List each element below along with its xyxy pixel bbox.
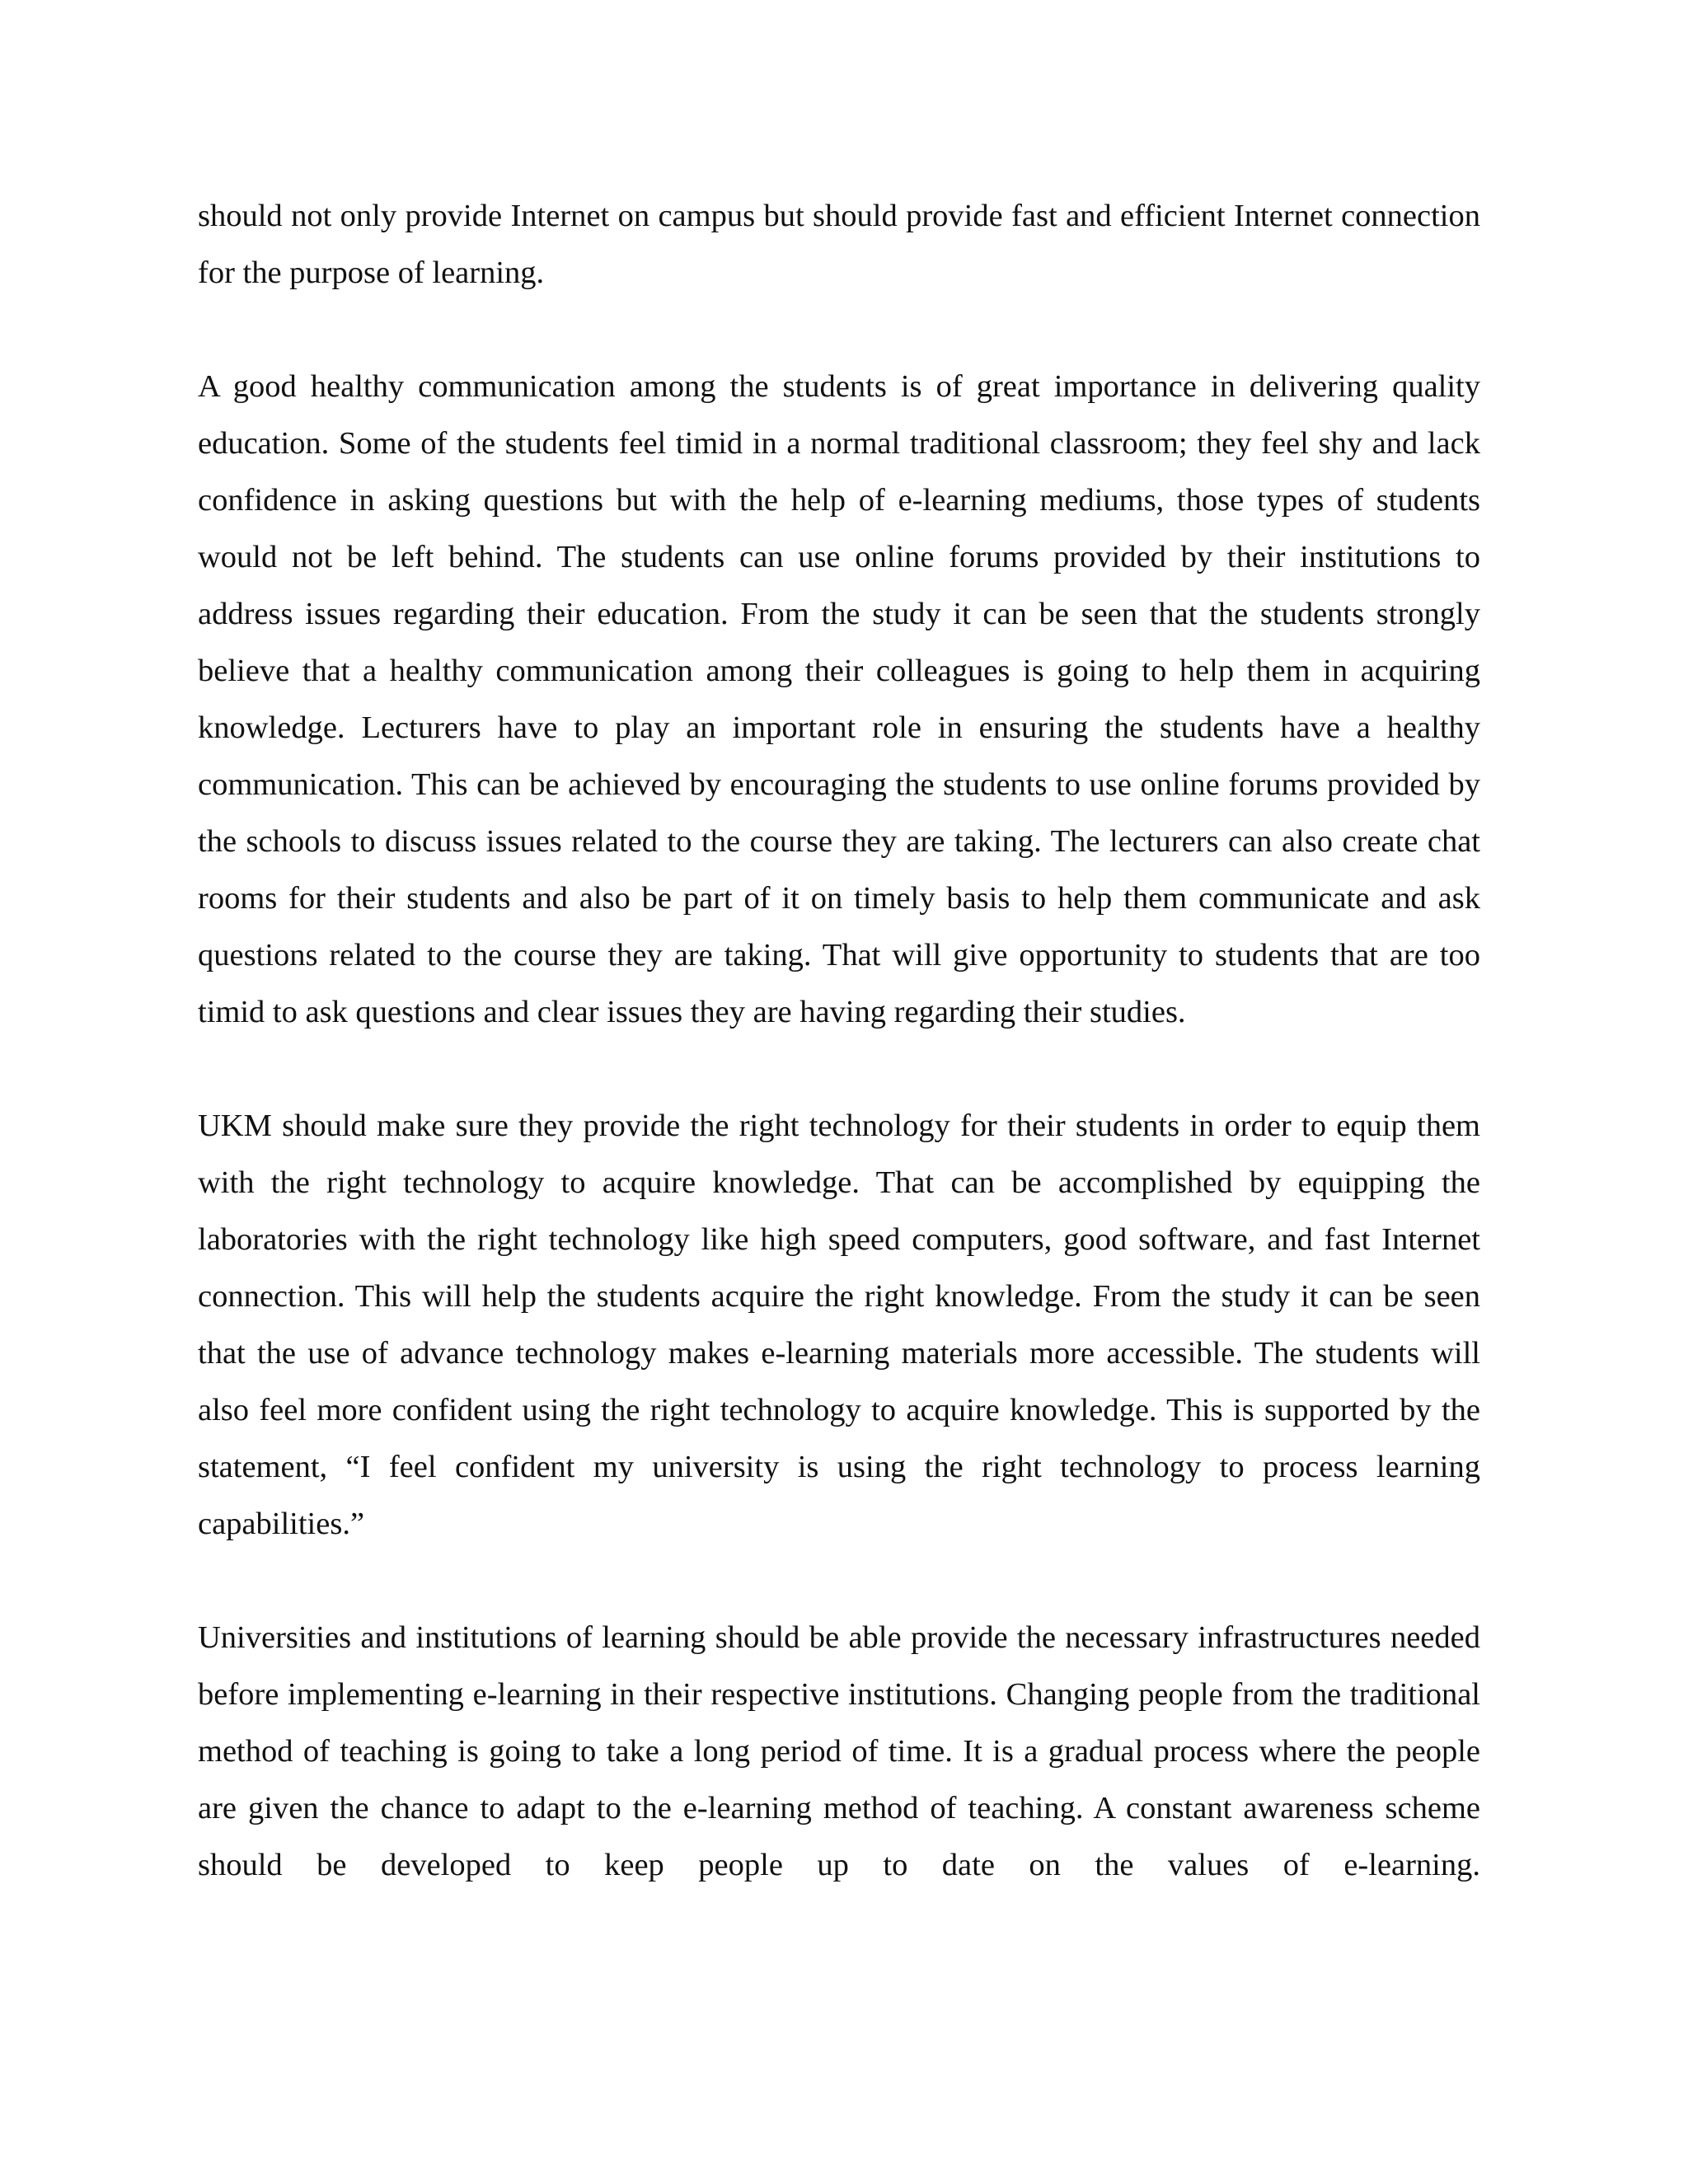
- paragraph-healthy-communication: A good healthy communication among the students is of great importance in delivering quality education. Some of the students feel timid in a normal traditional classroom; they feel shy and lack confidence in asking questions but with the help of e-learning mediums, those types of students would not be left behind. The students can use online forums provided by their institutions to address issues regarding their education. From the study it can be seen that the students strongly believe that a healthy communication among their colleagues is going to help them in acquiring knowledge. Lecturers have to play an important role in ensuring the students have a healthy communication. This can be achieved by encouraging the students to use online forums provided by the schools to discuss issues related to the course they are taking. The lecturers can also create chat rooms for their students and also be part of it on timely basis to help them communicate and ask questions related to the course they are taking. That will give opportunity to students that are too timid to ask questions and clear issues they are having regarding their studies.: [198, 369, 1480, 1029]
- paragraph-ukm-technology: UKM should make sure they provide the right technology for their students in order to equip them with the right technology to acquire knowledge. That can be accomplished by equipping the laboratories with the right technology like high speed computers, good software, and fast Internet connection. This will help the students acquire the right knowledge. From the study it can be seen that the use of advance technology makes e-learning materials more accessible. The students will also feel more confident using the right technology to acquire knowledge. This is supported by the statement, “I feel confident my university is using the right technology to process learning capabilities.”: [198, 1108, 1480, 1541]
- paragraph-infrastructure: Universities and institutions of learning should be able provide the necessary infrastructures needed before implementing e-learning in their respective institutions. Changing people from the traditional method of teaching is going to take a long period of time. It is a gradual process where the people are given the chance to adapt to the e-learning method of teaching. A constant awareness scheme should be developed to keep people up to date on the values of e-learning.: [198, 1620, 1480, 1882]
- body-text: [198, 188, 1480, 1894]
- paragraph-internet-continuation: should not only provide Internet on campus but should provide fast and efficient Internet connection for the purpose of learning.: [198, 199, 1480, 290]
